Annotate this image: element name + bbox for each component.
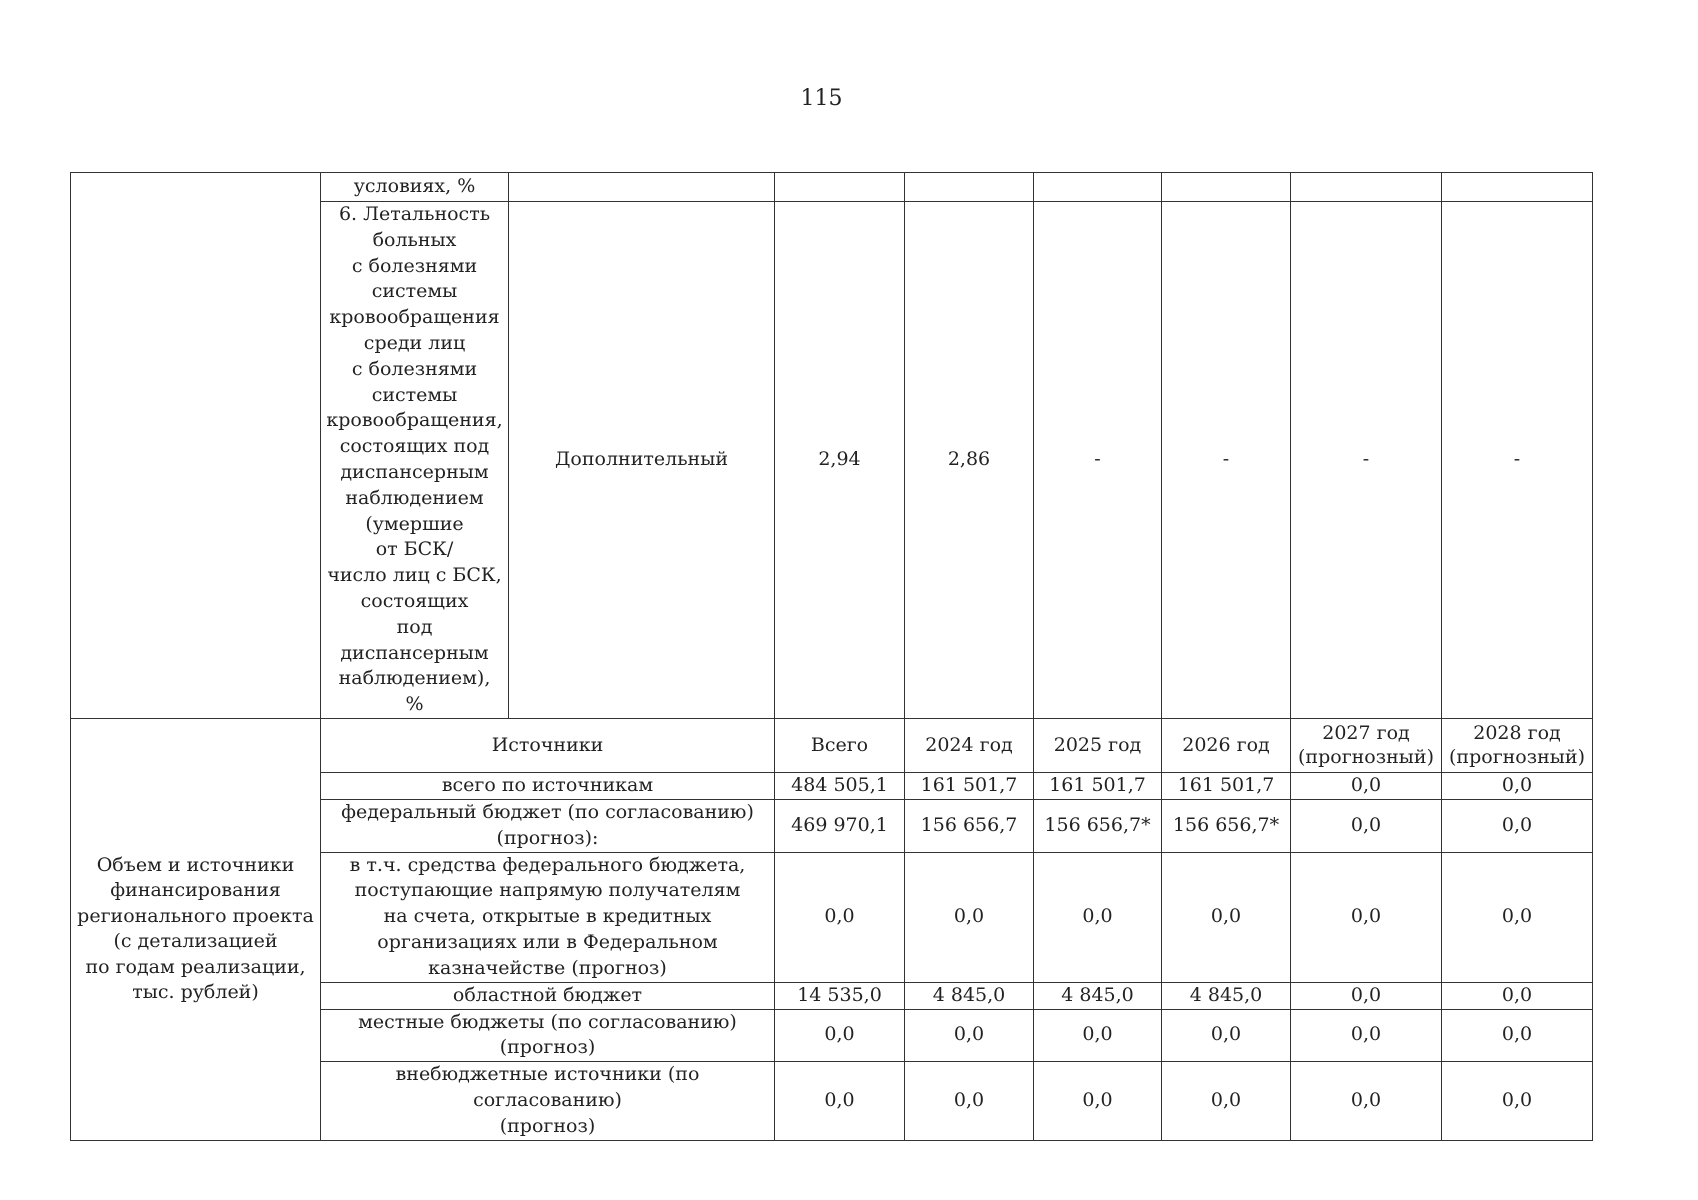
empty-cell — [509, 173, 775, 202]
indicator-value-2025: - — [1034, 202, 1162, 719]
value-2024: 156 656,7 — [905, 799, 1034, 852]
indicator-type: Дополнительный — [509, 202, 775, 719]
empty-label-cell — [71, 173, 321, 719]
value-2024: 161 501,7 — [905, 772, 1034, 799]
value-total: 0,0 — [775, 1009, 905, 1062]
source-label: внебюджетные источники (по согласованию) (прогноз) — [395, 1063, 700, 1137]
header-2028: 2028 год (прогнозный) — [1449, 722, 1585, 769]
empty-cell — [1291, 173, 1442, 202]
value-total: 469 970,1 — [775, 799, 905, 852]
value-total: 484 505,1 — [775, 772, 905, 799]
value-2027: 0,0 — [1291, 799, 1442, 852]
indicator-continuation-text: условиях, % — [321, 173, 509, 202]
value-2028: 0,0 — [1442, 982, 1593, 1009]
empty-cell — [905, 173, 1034, 202]
value-2026: 161 501,7 — [1162, 772, 1291, 799]
value-2026: 0,0 — [1162, 1062, 1291, 1140]
header-2024: 2024 год — [905, 718, 1034, 772]
empty-cell — [775, 173, 905, 202]
header-total: Всего — [775, 718, 905, 772]
value-2027: 0,0 — [1291, 1062, 1442, 1140]
indicator-name-cell — [321, 202, 509, 719]
funding-header-row — [71, 718, 1593, 772]
value-2024: 0,0 — [905, 852, 1034, 982]
value-2028: 0,0 — [1442, 772, 1593, 799]
indicator-value-base: 2,94 — [775, 202, 905, 719]
value-2024: 0,0 — [905, 1062, 1034, 1140]
source-label: областной бюджет — [321, 982, 775, 1009]
header-2026: 2026 год — [1162, 718, 1291, 772]
value-2025: 0,0 — [1034, 852, 1162, 982]
value-2025: 156 656,7* — [1034, 799, 1162, 852]
source-label: федеральный бюджет (по согласованию) (прогноз): — [341, 800, 754, 849]
header-2027: 2027 год (прогнозный) — [1298, 722, 1434, 769]
source-label: всего по источникам — [321, 772, 775, 799]
value-total: 0,0 — [775, 852, 905, 982]
value-2028: 0,0 — [1442, 1062, 1593, 1140]
value-total: 0,0 — [775, 1062, 905, 1140]
source-label: в т.ч. средства федерального бюджета, поступающие напрямую получателям на счета, открытые в кредитных организациях или в Федеральном казначействе (прогноз) — [349, 853, 746, 979]
source-label-cell — [321, 1009, 775, 1062]
indicator-value-2024: 2,86 — [905, 202, 1034, 719]
header-2027-cell — [1291, 718, 1442, 772]
indicator-value-2027: - — [1291, 202, 1442, 719]
value-total: 14 535,0 — [775, 982, 905, 1009]
value-2026: 156 656,7* — [1162, 799, 1291, 852]
source-label: местные бюджеты (по согласованию) (прогноз) — [358, 1010, 737, 1059]
indicator-continuation-row — [71, 173, 1593, 202]
source-label-cell — [321, 852, 775, 982]
header-2028-cell — [1442, 718, 1593, 772]
empty-cell — [1442, 173, 1593, 202]
value-2027: 0,0 — [1291, 772, 1442, 799]
header-sources: Источники — [321, 718, 775, 772]
value-2026: 0,0 — [1162, 1009, 1291, 1062]
funding-label-cell — [71, 718, 321, 1140]
value-2028: 0,0 — [1442, 799, 1593, 852]
value-2027: 0,0 — [1291, 982, 1442, 1009]
indicator-name: 6. Летальность больных с болезнями системы кровообращения среди лиц с болезнями системы кровообращения, состоящих под диспансерным наблюдением (умершие от БСК/ число лиц с БСК, состоящих под диспансерным наблюдением), % — [326, 203, 503, 716]
value-2025: 4 845,0 — [1034, 982, 1162, 1009]
indicator-value-2026: - — [1162, 202, 1291, 719]
value-2027: 0,0 — [1291, 852, 1442, 982]
value-2026: 4 845,0 — [1162, 982, 1291, 1009]
value-2025: 0,0 — [1034, 1009, 1162, 1062]
value-2024: 4 845,0 — [905, 982, 1034, 1009]
empty-cell — [1034, 173, 1162, 202]
value-2028: 0,0 — [1442, 1009, 1593, 1062]
value-2028: 0,0 — [1442, 852, 1593, 982]
value-2027: 0,0 — [1291, 1009, 1442, 1062]
value-2024: 0,0 — [905, 1009, 1034, 1062]
empty-cell — [1162, 173, 1291, 202]
value-2025: 161 501,7 — [1034, 772, 1162, 799]
value-2025: 0,0 — [1034, 1062, 1162, 1140]
header-2025: 2025 год — [1034, 718, 1162, 772]
value-2026: 0,0 — [1162, 852, 1291, 982]
funding-label: Объем и источники финансирования регионального проекта (с детализацией по годам реализации, тыс. рублей) — [77, 853, 314, 1004]
page-number: 115 — [800, 86, 843, 111]
passport-table — [70, 172, 1593, 1141]
indicator-value-2028: - — [1442, 202, 1593, 719]
source-label-cell — [321, 1062, 775, 1140]
source-label-cell — [321, 799, 775, 852]
